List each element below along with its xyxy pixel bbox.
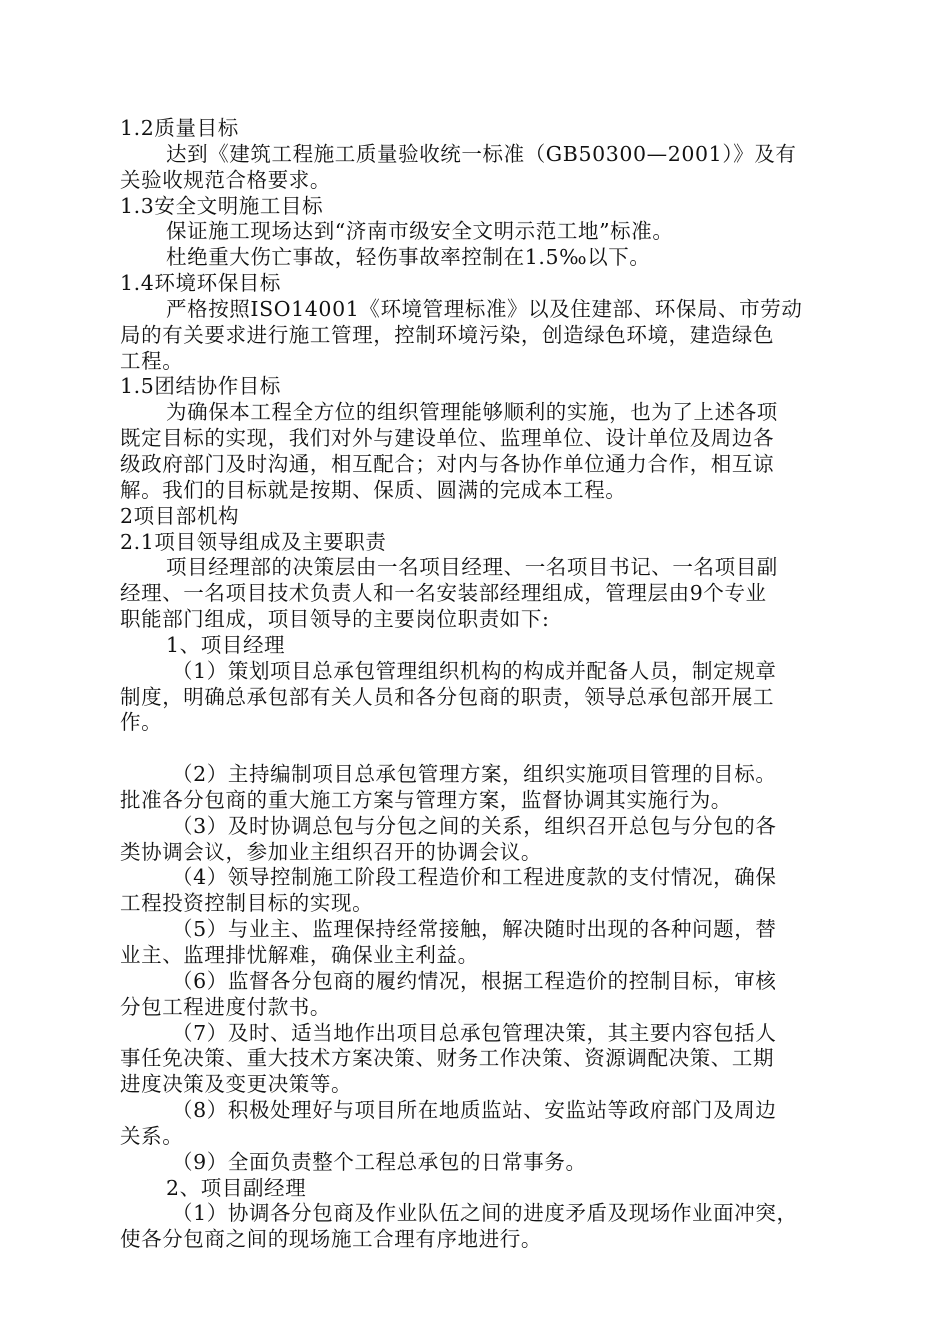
text-line: 保证施工现场达到“济南市级安全文明示范工地”标准。 (166, 219, 674, 244)
text-line: 严格按照ISO14001《环境管理标准》以及住建部、环保局、市劳动 (166, 296, 803, 321)
text-line: 2、项目副经理 (166, 1175, 307, 1200)
text-line: 作。 (120, 710, 163, 735)
text-line: 1、项目经理 (166, 632, 286, 657)
text-line: 2.1项目领导组成及主要职责 (120, 529, 387, 554)
document-body (120, 116, 820, 1253)
text-line: （3）及时协调总包与分包之间的关系，组织召开总包与分包的各 (172, 813, 777, 838)
text-line: 为确保本工程全方位的组织管理能够顺利的实施，也为了上述各项 (166, 400, 778, 425)
text-line: 职能部门组成，项目领导的主要岗位职责如下: (120, 607, 550, 632)
text-line: （5）与业主、监理保持经常接触，解决随时出现的各种问题，替 (172, 917, 777, 942)
text-line: 制度，明确总承包部有关人员和各分包商的职责，领导总承包部开展工 (120, 684, 775, 709)
text-line: （9）全面负责整个工程总承包的日常事务。 (172, 1149, 587, 1174)
text-line: 使各分包商之间的现场施工合理有序地进行。 (120, 1227, 542, 1252)
text-line: 业主、监理排忧解难，确保业主利益。 (120, 943, 479, 967)
text-line: 1.5团结协作目标 (120, 374, 282, 399)
text-line: （1）策划项目总承包管理组织机构的构成并配备人员，制定规章 (172, 658, 777, 683)
text-line: 杜绝重大伤亡事故，轻伤事故率控制在1.5‰以下。 (166, 245, 651, 270)
text-line: （7）及时、适当地作出项目总承包管理决策，其主要内容包括人 (172, 1020, 777, 1045)
text-line: 级政府部门及时沟通，相互配合；对内与各协作单位通力合作，相互谅 (120, 451, 775, 476)
text-line: （1）协调各分包商及作业队伍之间的进度矛盾及现场作业面冲突， (172, 1201, 798, 1226)
text-line: 工程。 (120, 348, 184, 373)
text-line: 关系。 (120, 1123, 184, 1148)
text-line: 类协调会议，参加业主组织召开的协调会议。 (120, 839, 542, 864)
text-line: 分包工程进度付款书。 (120, 994, 331, 1019)
text-line: 经理、一名项目技术负责人和一名安装部经理组成，管理层由9个专业 (120, 581, 767, 606)
text-line: 达到《建筑工程施工质量验收统一标准（GB50300—2001）》及有 (166, 141, 797, 166)
text-line: 2项目部机构 (120, 503, 240, 528)
text-line: 项目经理部的决策层由一名项目经理、一名项目书记、一名项目副 (166, 555, 778, 580)
text-line: 关验收规范合格要求。 (120, 167, 331, 192)
text-line: （8）积极处理好与项目所在地质监站、安监站等政府部门及周边 (172, 1098, 777, 1123)
text-line: （6）监督各分包商的履约情况，根据工程造价的控制目标，审核 (172, 968, 777, 993)
text-line: 1.2质量目标 (120, 116, 239, 140)
text-line: 进度决策及变更决策等。 (120, 1072, 353, 1097)
text-line: （4）领导控制施工阶段工程造价和工程进度款的支付情况，确保 (172, 865, 777, 890)
blank-line (120, 736, 820, 762)
text-line: 批准各分包商的重大施工方案与管理方案，监督协调其实施行为。 (120, 787, 732, 812)
text-line: 工程投资控制目标的实现。 (120, 891, 374, 916)
text-line: 1.3安全文明施工目标 (120, 193, 324, 218)
text-line: 解。我们的目标就是按期、保质、圆满的完成本工程。 (120, 477, 627, 502)
text-line: 1.4环境环保目标 (120, 271, 282, 296)
text-line: 既定目标的实现，我们对外与建设单位、监理单位、设计单位及周边各 (120, 426, 775, 451)
text-line: 局的有关要求进行施工管理，控制环境污染，创造绿色环境，建造绿色 (120, 322, 775, 347)
text-line: 事任免决策、重大技术方案决策、财务工作决策、资源调配决策、工期 (120, 1046, 775, 1071)
text-line: （2）主持编制项目总承包管理方案，组织实施项目管理的目标。 (172, 762, 777, 787)
